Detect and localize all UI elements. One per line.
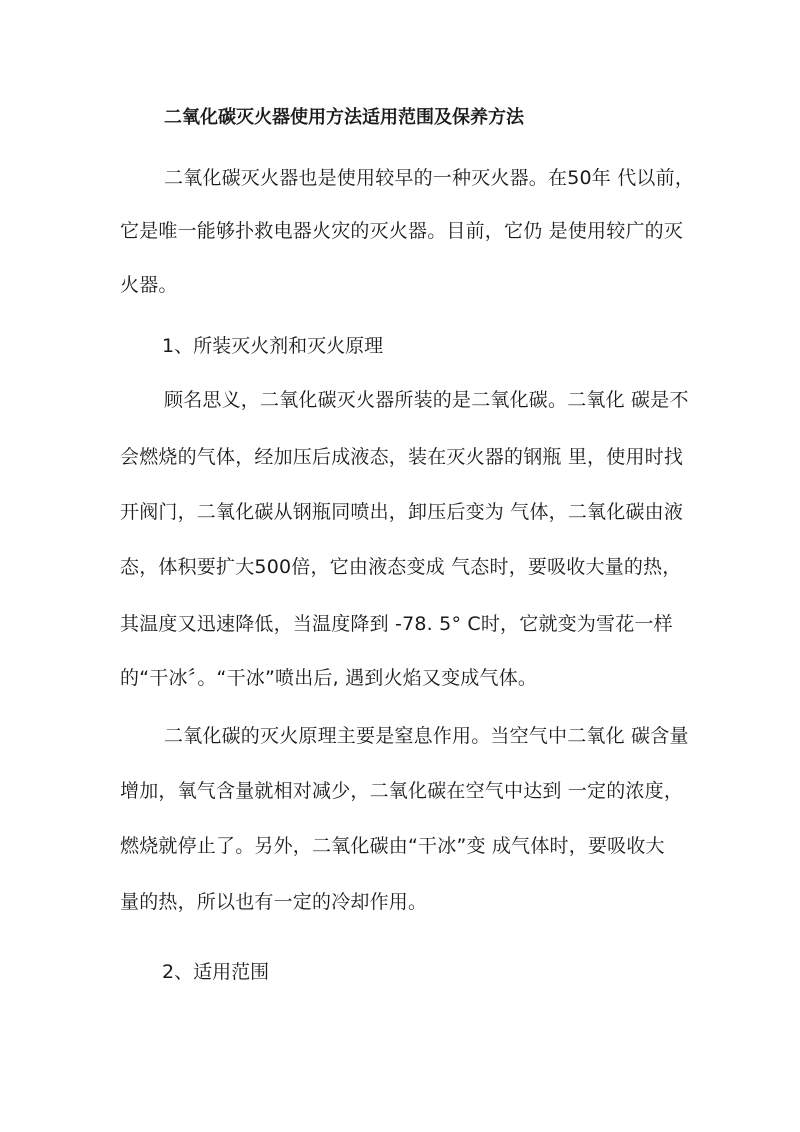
paragraph-line: 开阀门，二氧化碳从钢瓶同喷出，卸压后变为 气体，二氧化碳由液: [120, 501, 684, 523]
paragraph-line: 燃烧就停止了。另外，二氧化碳由“干冰”变 成气体时，要吸收大: [120, 835, 665, 857]
paragraph-line: 二氧化碳灭火器也是使用较早的一种灭火器。在50年 代以前，: [164, 167, 695, 189]
section-heading: 2、适用范围: [162, 961, 270, 983]
paragraph-line: 顾名思义，二氧化碳灭火器所装的是二氧化碳。二氧化 碳是不: [164, 389, 689, 411]
paragraph-line: 火器。: [120, 274, 178, 296]
paragraph-line: 二氧化碳的灭火原理主要是窒息作用。当空气中二氧化 碳含量: [164, 725, 689, 747]
section-heading: 1、所装灭火剂和灭火原理: [162, 335, 384, 357]
paragraph-line: 量的热，所以也有一定的冷却作用。: [120, 891, 428, 913]
paragraph-line: 态，体积要扩大500倍，它由液态变成 气态时，要吸收大量的热，: [120, 556, 682, 578]
paragraph-line: 其温度又迅速降低，当温度降到 -78. 5° C时，它就变为雪花一样: [120, 613, 673, 635]
paragraph-line: 会燃烧的气体，经加压后成液态，装在灭火器的钢瓶 里，使用时找: [120, 446, 684, 468]
paragraph-line: 它是唯一能够扑救电器火灾的灭火器。目前，它仍 是使用较广的灭: [120, 220, 684, 242]
document-title: 二氧化碳灭火器使用方法适用范围及保养方法: [164, 107, 524, 128]
paragraph-line: 的“干冰〞。“干冰”喷出后, 遇到火焰又变成气体。: [120, 667, 538, 689]
paragraph-line: 增加，氧气含量就相对减少，二氧化碳在空气中达到 一定的浓度，: [120, 780, 684, 802]
